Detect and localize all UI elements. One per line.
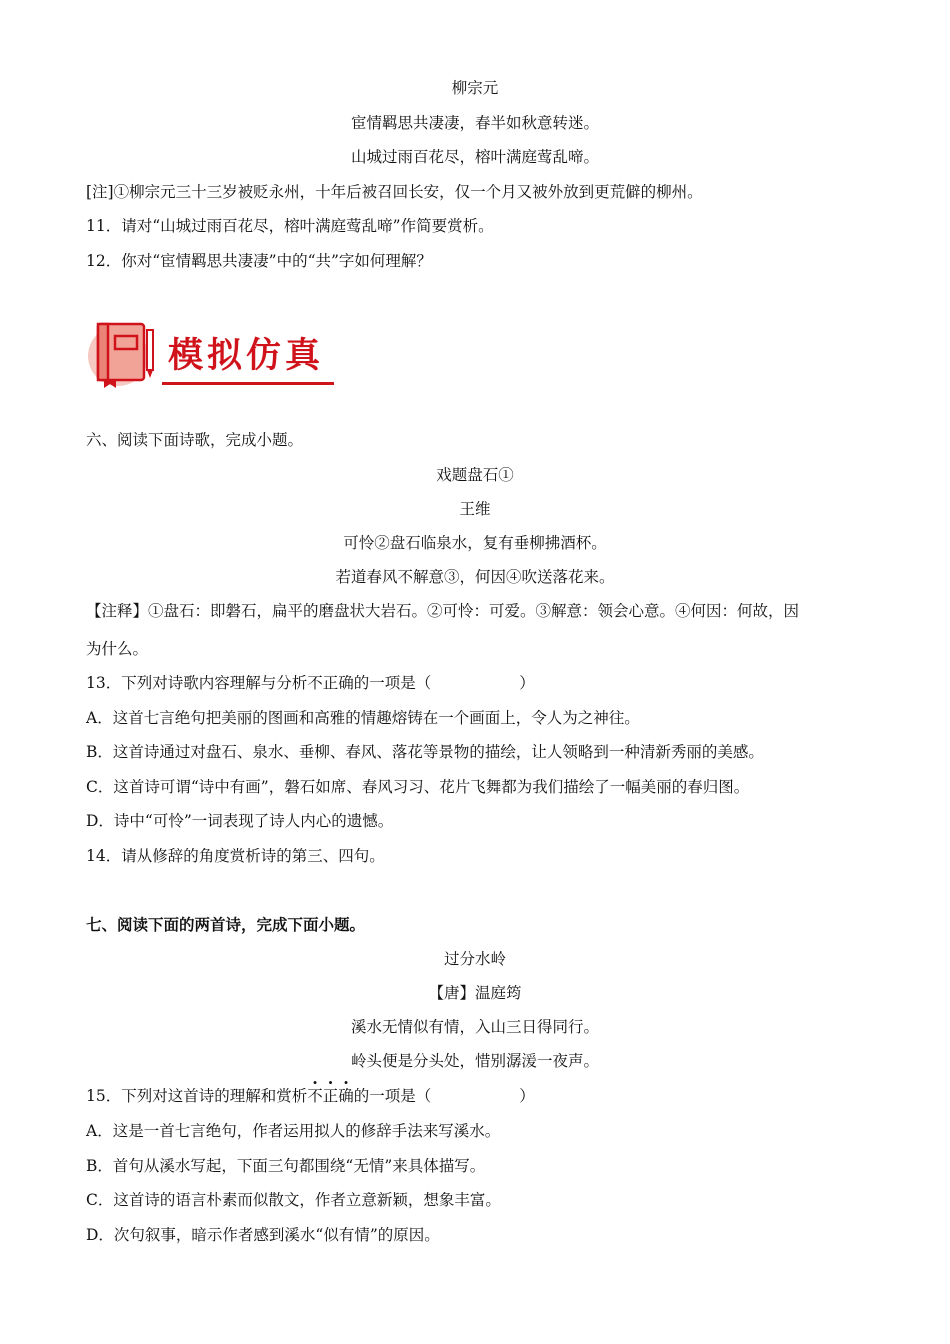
q13-option-a: A．这首七言绝句把美丽的图画和高雅的情趣熔铸在一个画面上，令人为之神往。: [86, 709, 640, 727]
section7-heading: 七、阅读下面的两首诗，完成下面小题。: [86, 916, 366, 934]
book-icon: [88, 318, 162, 390]
question-13: [86, 673, 535, 693]
q13-option-d: D．诗中“可怜”一词表现了诗人内心的遗憾。: [86, 812, 394, 830]
banner-title: 模拟仿真: [168, 335, 325, 376]
poem3-title: 过分水岭: [443, 950, 506, 968]
poem3-line-2: 岭头便是分头处，惜别潺湲一夜声。: [350, 1052, 599, 1070]
q13-option-b: B．这首诗通过对盘石、泉水、垂柳、春风、落花等景物的描绘，让人领略到一种清新秀丽的美感。: [86, 743, 764, 761]
q15-option-c: C．这首诗的语言朴素而似散文，作者立意新颖，想象丰富。: [86, 1191, 501, 1209]
banner-underline: [162, 382, 334, 385]
emphasis-char-1: 不: [307, 1087, 323, 1105]
poem2-note-line-1: 【注释】①盘石：即磐石，扁平的磨盘状大岩石。②可怜：可爱。③解意：领会心意。④何因：何故，因: [86, 602, 800, 620]
question-11: 11．请对“山城过雨百花尽，榕叶满庭莺乱啼”作简要赏析。: [86, 217, 494, 235]
poem1-author: 柳宗元: [451, 79, 499, 97]
question-14: 14．请从修辞的角度赏析诗的第三、四句。: [86, 847, 385, 865]
question-15-close: ）: [519, 1087, 535, 1105]
poem2-line-1: 可怜②盘石临泉水，复有垂柳拂酒杯。: [343, 534, 607, 552]
poem2-line-2: 若道春风不解意③，何因④吹送落花来。: [335, 568, 615, 586]
question-15-text: 15．下列对这首诗的理解和赏析: [86, 1087, 308, 1105]
emphasis-char-3: 确: [338, 1087, 354, 1105]
emphasis-char-2: 正: [322, 1087, 339, 1105]
question-13-text: 13．下列对诗歌内容理解与分析不正确的一项是（: [86, 674, 432, 692]
question-15-text-end: 的一项是（: [353, 1087, 432, 1105]
section-banner: [88, 318, 338, 390]
question-13-close: ）: [519, 674, 535, 692]
q13-option-c: C．这首诗可谓“诗中有画”，磐石如席、春风习习、花片飞舞都为我们描绘了一幅美丽的春归图。: [86, 778, 750, 796]
poem2-author: 王维: [459, 500, 491, 518]
q15-option-a: A．这是一首七言绝句，作者运用拟人的修辞手法来写溪水。: [86, 1122, 501, 1140]
question-15: [86, 1086, 535, 1106]
q15-option-b: B．首句从溪水写起，下面三句都围绕“无情”来具体描写。: [86, 1157, 486, 1175]
poem3-line-1: 溪水无情似有情，入山三日得同行。: [350, 1018, 599, 1036]
question-12: 12．你对“宦情羁思共凄凄”中的“共”字如何理解？: [86, 252, 432, 270]
poem1-line-2: 山城过雨百花尽，榕叶满庭莺乱啼。: [350, 148, 599, 166]
section6-heading: 六、阅读下面诗歌，完成小题。: [86, 431, 304, 449]
q15-option-d: D．次句叙事，暗示作者感到溪水“似有情”的原因。: [86, 1226, 440, 1244]
poem1-note: [注]①柳宗元三十三岁被贬永州，十年后被召回长安，仅一个月又被外放到更荒僻的柳州。: [86, 183, 703, 201]
poem3-author: 【唐】温庭筠: [428, 984, 522, 1002]
poem2-title: 戏题盘石①: [436, 466, 514, 484]
poem1-line-1: 宦情羁思共凄凄，春半如秋意转迷。: [350, 114, 599, 132]
poem2-note-line-2: 为什么。: [86, 640, 149, 658]
